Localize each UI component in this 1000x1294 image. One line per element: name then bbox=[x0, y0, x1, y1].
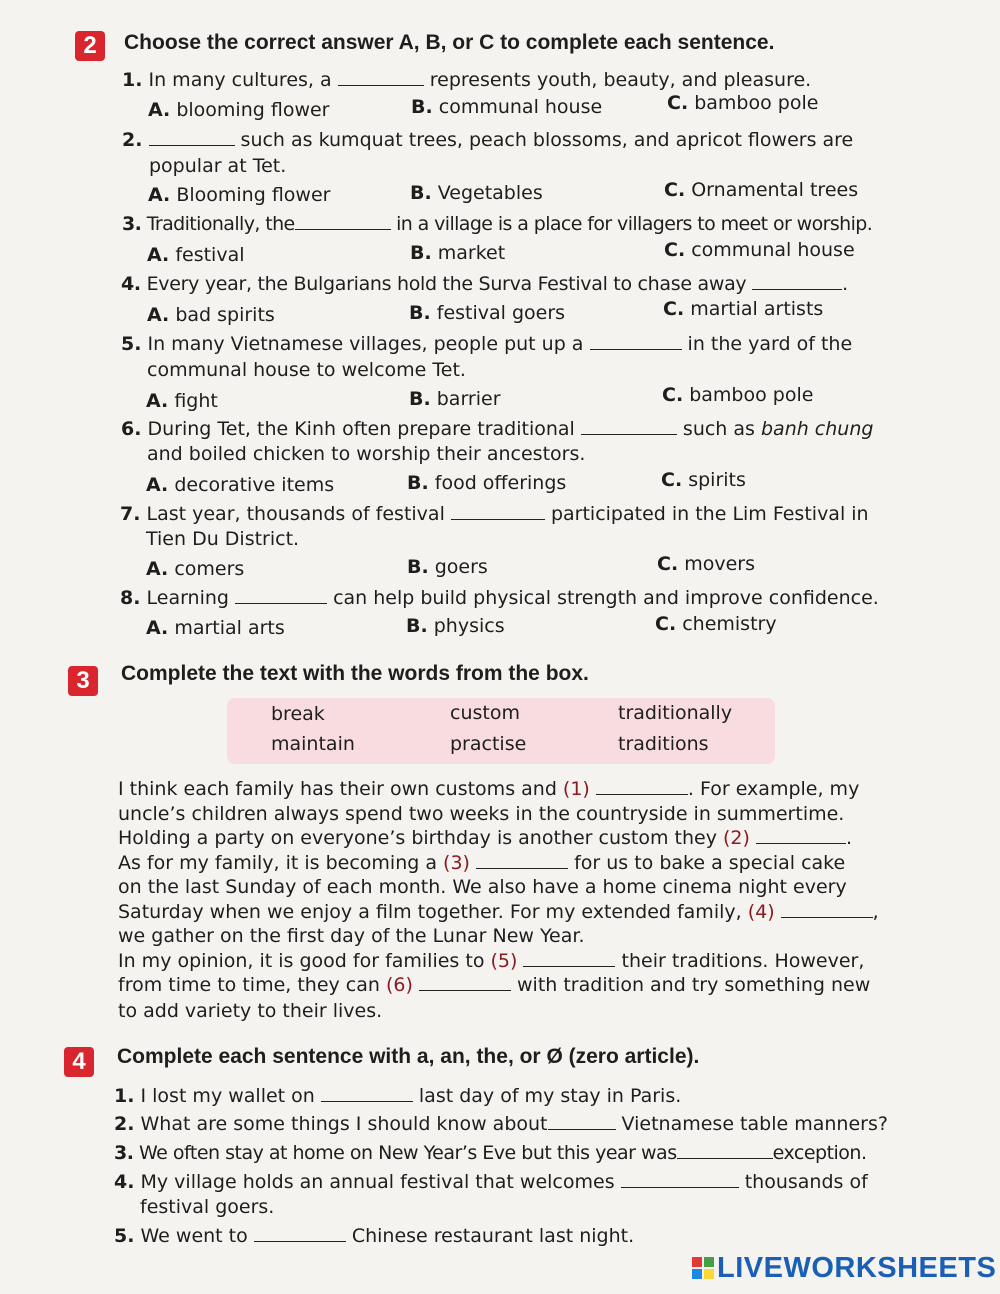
article-item-2: 2. What are some things I should know about Vietnamese table manners? bbox=[114, 1113, 888, 1135]
option-b[interactable]: B. communal house bbox=[411, 96, 603, 118]
option-a[interactable]: A. Blooming flower bbox=[148, 184, 331, 206]
passage-blank-5[interactable] bbox=[523, 950, 615, 967]
passage-blank-2[interactable] bbox=[756, 827, 846, 844]
section-4-title: Complete each sentence with a, an, the, or Ø (zero article). bbox=[117, 1045, 700, 1068]
liveworksheets-logo-icon bbox=[692, 1257, 714, 1279]
answer-blank[interactable] bbox=[451, 503, 545, 520]
word-box-item[interactable]: practise bbox=[450, 733, 527, 755]
answer-blank[interactable] bbox=[338, 69, 424, 86]
answer-blank[interactable] bbox=[254, 1225, 346, 1242]
answer-blank[interactable] bbox=[548, 1113, 616, 1130]
word-box-item[interactable]: break bbox=[271, 703, 325, 725]
option-b[interactable]: B. Vegetables bbox=[410, 182, 543, 204]
option-c[interactable]: C. communal house bbox=[664, 239, 855, 261]
section-2-badge: 2 bbox=[75, 31, 105, 61]
option-c[interactable]: C. bamboo pole bbox=[662, 384, 814, 406]
question-8: 8. Learning can help build physical strength and improve confidence. bbox=[120, 587, 879, 609]
word-box-item[interactable]: traditionally bbox=[618, 702, 733, 724]
option-b[interactable]: B. goers bbox=[407, 556, 488, 578]
option-a[interactable]: A. comers bbox=[146, 558, 245, 580]
passage-line: Saturday when we enjoy a film together. For my extended family, (4) , bbox=[118, 901, 879, 923]
question-2: 2. such as kumquat trees, peach blossoms, and apricot flowers are bbox=[122, 129, 854, 151]
option-c[interactable]: C. spirits bbox=[661, 469, 746, 491]
question-7-continued: Tien Du District. bbox=[146, 528, 300, 550]
word-box-item[interactable]: custom bbox=[450, 702, 520, 724]
answer-blank[interactable] bbox=[752, 273, 842, 290]
answer-blank[interactable] bbox=[149, 129, 235, 146]
option-c[interactable]: C. bamboo pole bbox=[667, 92, 819, 114]
passage-line: uncle’s children always spend two weeks in the countryside in summertime. bbox=[118, 803, 845, 825]
passage-line: I think each family has their own customs and (1) . For example, my bbox=[118, 778, 860, 800]
word-box-item[interactable]: maintain bbox=[271, 733, 355, 755]
option-b[interactable]: B. food offerings bbox=[407, 472, 567, 494]
passage-line: on the last Sunday of each month. We also have a home cinema night every bbox=[118, 876, 847, 898]
article-item-3: 3. We often stay at home on New Year’s Eve but this year was exception. bbox=[114, 1142, 867, 1164]
section-4-badge: 4 bbox=[64, 1047, 94, 1077]
liveworksheets-logo: LIVEWORKSHEETS bbox=[692, 1252, 996, 1285]
question-4: 4. Every year, the Bulgarians hold the Surva Festival to chase away . bbox=[121, 273, 848, 295]
passage-blank-3[interactable] bbox=[476, 852, 568, 869]
option-a[interactable]: A. fight bbox=[146, 390, 218, 412]
section-3-badge: 3 bbox=[68, 666, 98, 696]
option-b[interactable]: B. market bbox=[410, 242, 506, 264]
option-a[interactable]: A. decorative items bbox=[146, 474, 335, 496]
question-6: 6. During Tet, the Kinh often prepare traditional such as banh chung bbox=[121, 418, 874, 440]
passage-blank-1[interactable] bbox=[596, 778, 688, 795]
option-b[interactable]: B. barrier bbox=[409, 388, 501, 410]
answer-blank[interactable] bbox=[590, 333, 682, 350]
section-3-title: Complete the text with the words from the box. bbox=[121, 662, 589, 685]
answer-blank[interactable] bbox=[621, 1171, 739, 1188]
question-5: 5. In many Vietnamese villages, people put up a in the yard of the bbox=[121, 333, 853, 355]
passage-line: we gather on the first day of the Lunar New Year. bbox=[118, 925, 585, 947]
passage-line: from time to time, they can (6) with tradition and try something new bbox=[118, 974, 871, 996]
option-a[interactable]: A. festival bbox=[147, 244, 245, 266]
option-c[interactable]: C. chemistry bbox=[655, 613, 777, 635]
question-3: 3. Traditionally, the in a village is a place for villagers to meet or worship. bbox=[122, 213, 873, 235]
question-5-continued: communal house to welcome Tet. bbox=[147, 359, 466, 381]
passage-line: to add variety to their lives. bbox=[118, 1000, 383, 1022]
option-c[interactable]: C. martial artists bbox=[663, 298, 824, 320]
article-item-4-continued: festival goers. bbox=[140, 1196, 275, 1218]
option-a[interactable]: A. blooming flower bbox=[148, 99, 330, 121]
option-a[interactable]: A. martial arts bbox=[146, 617, 285, 639]
word-box-item[interactable]: traditions bbox=[618, 733, 709, 755]
article-item-4: 4. My village holds an annual festival that welcomes thousands of bbox=[114, 1171, 868, 1193]
question-1: 1. In many cultures, a represents youth, beauty, and pleasure. bbox=[122, 69, 812, 91]
option-c[interactable]: C. movers bbox=[657, 553, 755, 575]
option-a[interactable]: A. bad spirits bbox=[147, 304, 275, 326]
answer-blank[interactable] bbox=[677, 1142, 773, 1159]
passage-line: As for my family, it is becoming a (3) for us to bake a special cake bbox=[118, 852, 846, 874]
passage-line: In my opinion, it is good for families to (5) their traditions. However, bbox=[118, 950, 865, 972]
answer-blank[interactable] bbox=[235, 587, 327, 604]
option-c[interactable]: C. Ornamental trees bbox=[664, 179, 859, 201]
passage-line: Holding a party on everyone’s birthday is another custom they (2) . bbox=[118, 827, 853, 849]
answer-blank[interactable] bbox=[321, 1085, 413, 1102]
passage-blank-6[interactable] bbox=[419, 974, 511, 991]
question-7: 7. Last year, thousands of festival participated in the Lim Festival in bbox=[120, 503, 869, 525]
answer-blank[interactable] bbox=[581, 418, 677, 435]
answer-blank[interactable] bbox=[295, 213, 391, 230]
question-2-continued: popular at Tet. bbox=[149, 155, 287, 177]
word-box bbox=[227, 698, 775, 764]
article-item-5: 5. We went to Chinese restaurant last night. bbox=[114, 1225, 635, 1247]
option-b[interactable]: B. physics bbox=[406, 615, 505, 637]
option-b[interactable]: B. festival goers bbox=[409, 302, 566, 324]
section-2-title: Choose the correct answer A, B, or C to complete each sentence. bbox=[124, 31, 775, 54]
article-item-1: 1. I lost my wallet on last day of my stay in Paris. bbox=[114, 1085, 682, 1107]
question-6-continued: and boiled chicken to worship their ancestors. bbox=[147, 443, 586, 465]
passage-blank-4[interactable] bbox=[781, 901, 873, 918]
